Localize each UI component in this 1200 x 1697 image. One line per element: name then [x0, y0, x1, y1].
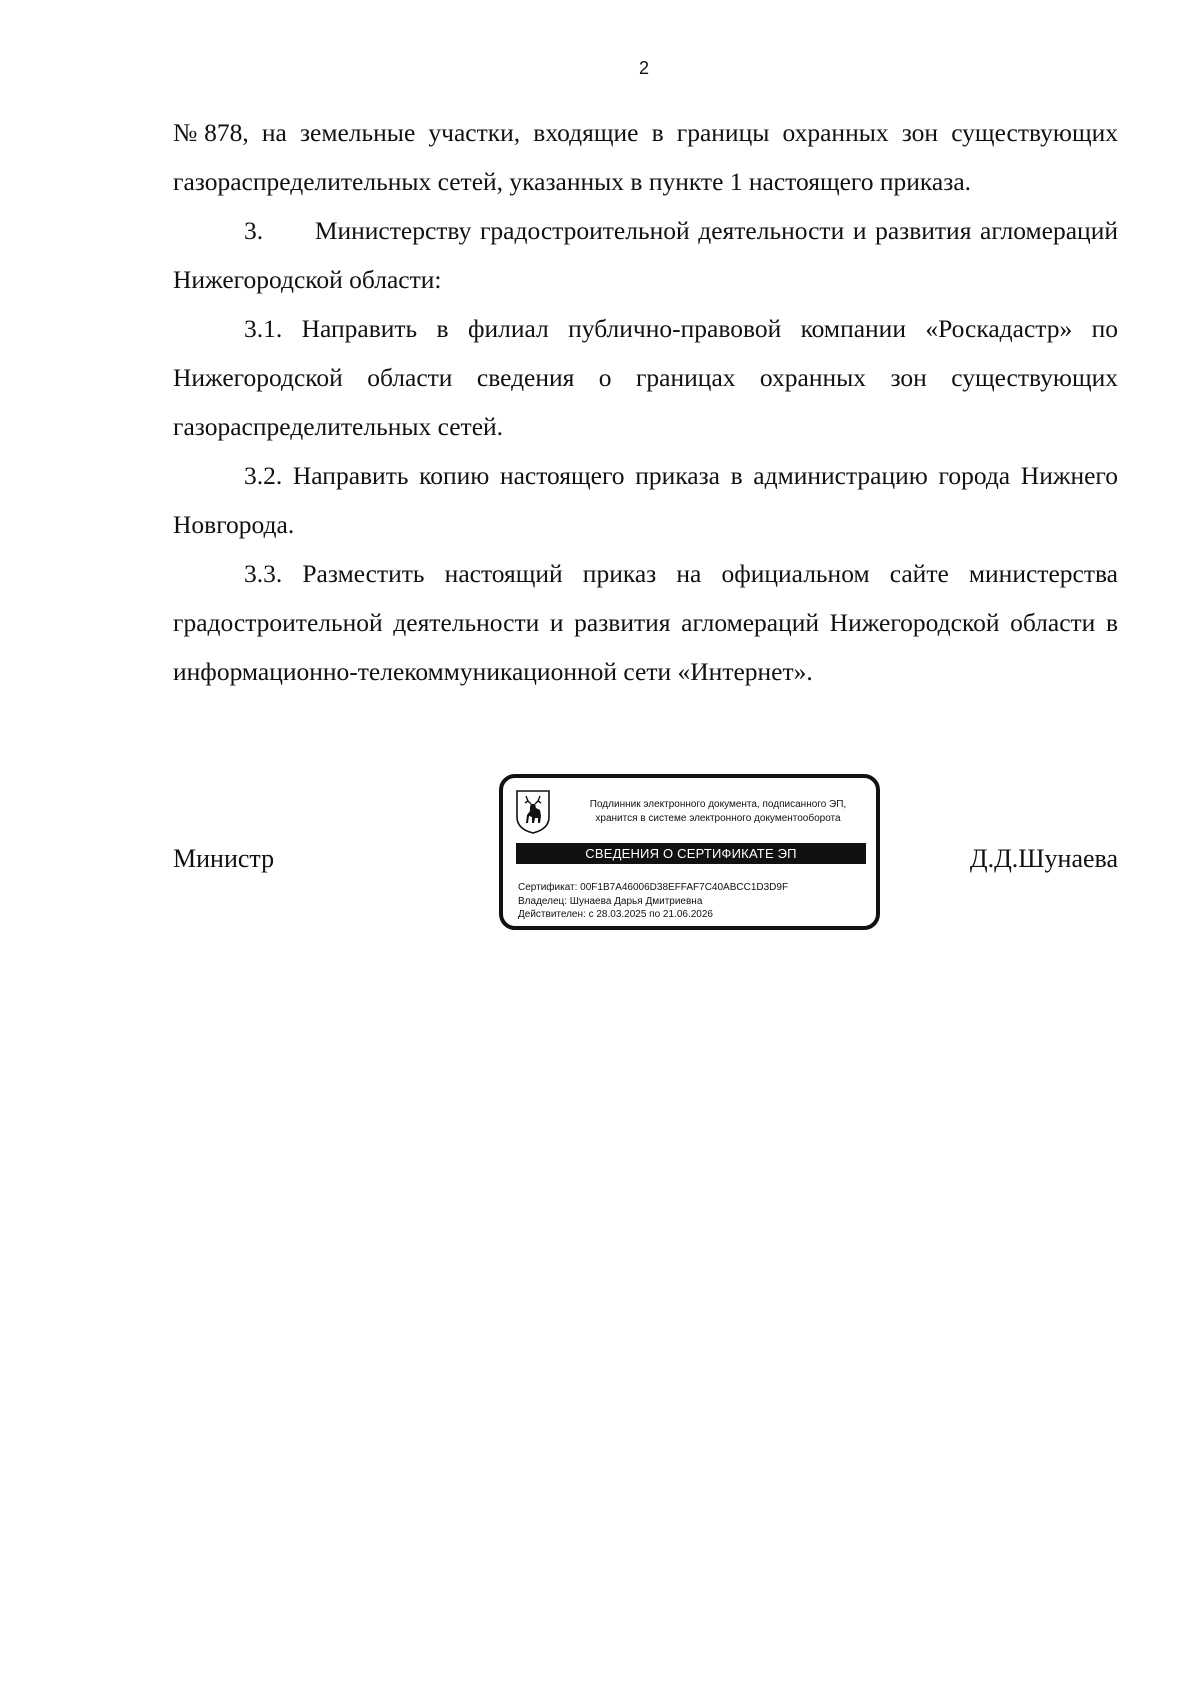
electronic-signature-stamp — [499, 774, 880, 930]
stamp-header — [563, 798, 873, 826]
document-body — [173, 108, 1118, 696]
paragraph-item-3-3: 3.3. Разместить настоящий приказ на официальном сайте министерства градостроительной деятельности и развития агломераций Нижегородской области в информационно-телекоммуникационной сети «Интернет». — [173, 559, 1118, 686]
paragraph-item-3: 3. Министерству градостроительной деятельности и развития агломераций Нижегородской области: — [173, 216, 1118, 294]
certificate-serial: Сертификат: 00F1B7A46006D38EFFAF7C40ABCC1D3D9F — [518, 882, 789, 893]
certificate-info-bar: СВЕДЕНИЯ О СЕРТИФИКАТЕ ЭП — [516, 843, 866, 864]
deer-coat-of-arms-icon — [515, 789, 551, 835]
stamp-header-line-2: хранится в системе электронного документооборота — [595, 813, 841, 824]
paragraph-item-3-2: 3.2. Направить копию настоящего приказа в администрацию города Нижнего Новгорода. — [173, 461, 1118, 539]
paragraph-item-3-1: 3.1. Направить в филиал публично-правовой компании «Роскадастр» по Нижегородской области сведения о границах охранных зон существующих газораспределительных сетей. — [173, 314, 1118, 441]
stamp-header-line-1: Подлинник электронного документа, подписанного ЭП, — [589, 799, 847, 810]
signatory-name: Д.Д.Шунаева — [969, 844, 1118, 873]
page-number: 2 — [638, 58, 649, 78]
certificate-owner: Владелец: Шунаева Дарья Дмитриевна — [518, 895, 703, 907]
paragraph-continuation: №878, на земельные участки, входящие в границы охранных зон существующих газораспределительных сетей, указанных в пункте 1 настоящего приказа. — [173, 118, 1118, 196]
signatory-title: Министр — [173, 844, 275, 873]
certificate-validity: Действителен: с 28.03.2025 по 21.06.2026 — [518, 909, 713, 920]
certificate-details — [518, 881, 788, 922]
